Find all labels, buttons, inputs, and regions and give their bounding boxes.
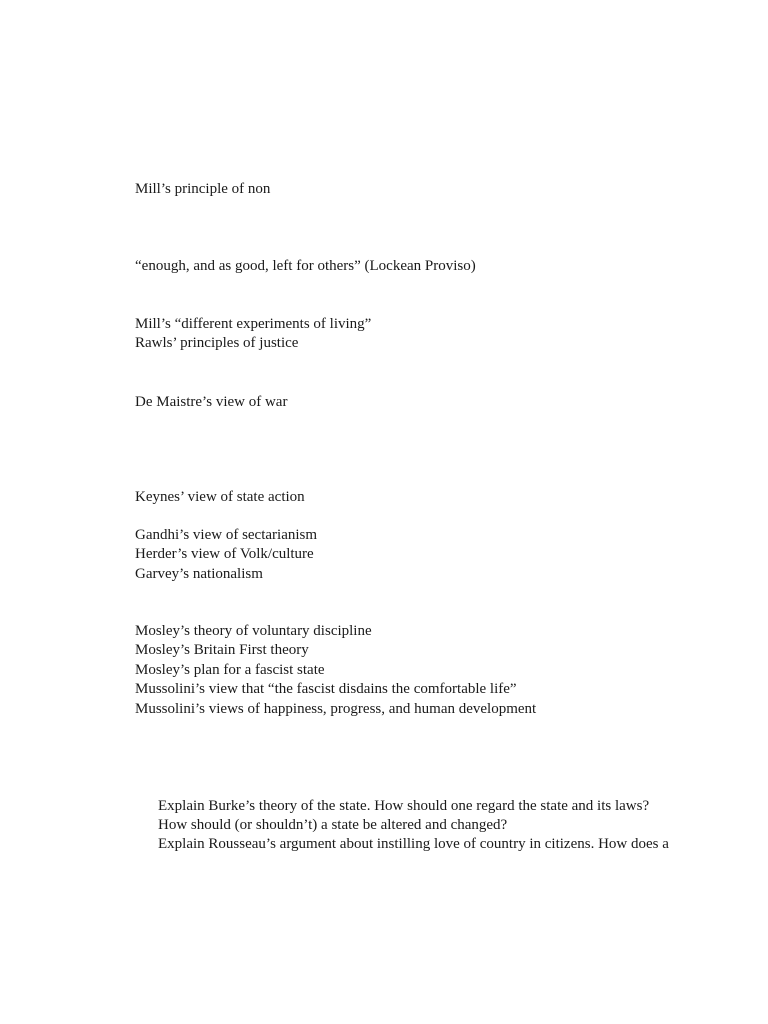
term-item: Mill’s “different experiments of living” (135, 316, 372, 332)
term-item: Mill’s principle of non (135, 181, 271, 197)
term-item: Gandhi’s view of sectarianism (135, 527, 318, 543)
term-item: Mussolini’s view that “the fascist disdains the comfortable life” (135, 681, 517, 697)
term-item: Mosley’s plan for a fascist state (135, 662, 325, 678)
question-item: Explain Rousseau’s argument about instilling love of country in citizens. How does a (158, 836, 669, 852)
term-item: Mosley’s theory of voluntary discipline (135, 623, 372, 639)
term-item: Mosley’s Britain First theory (135, 642, 309, 658)
term-item: Rawls’ principles of justice (135, 335, 299, 351)
question-item: How should (or shouldn’t) a state be altered and changed? (158, 817, 508, 833)
term-item: Keynes’ view of state action (135, 489, 305, 505)
term-item: Mussolini’s views of happiness, progress, and human development (135, 701, 537, 717)
term-item: Garvey’s nationalism (135, 566, 263, 582)
term-item: Herder’s view of Volk/culture (135, 546, 314, 562)
term-item: “enough, and as good, left for others” (Lockean Proviso) (135, 258, 476, 274)
question-item: Explain Burke’s theory of the state. How should one regard the state and its laws? (158, 798, 650, 814)
term-item: De Maistre’s view of war (135, 394, 288, 410)
